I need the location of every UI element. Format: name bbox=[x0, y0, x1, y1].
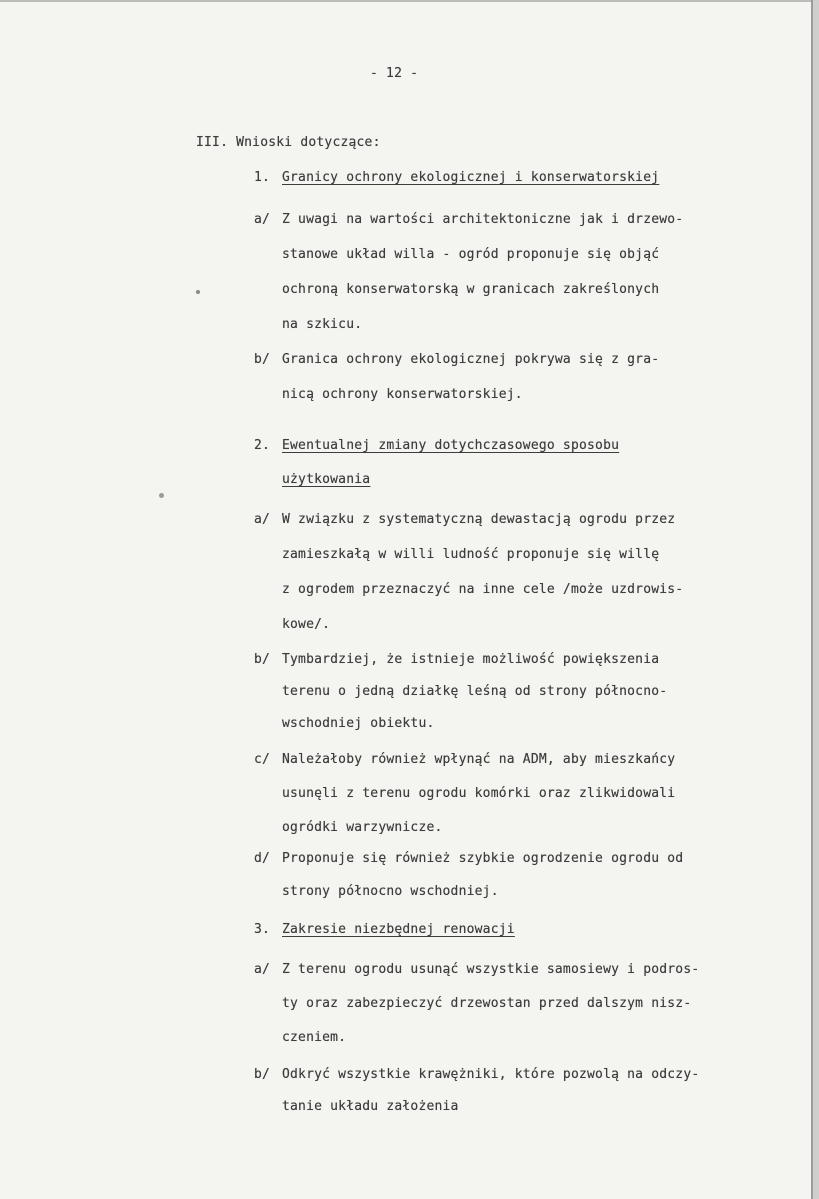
subsection-1-number: 1. bbox=[254, 170, 271, 185]
item-2b-line-2: terenu o jedną działkę leśną od strony północno- bbox=[282, 684, 668, 699]
item-3a-label: a/ bbox=[254, 962, 271, 977]
subsection-2-heading-line-1: Ewentualnej zmiany dotychczasowego sposobu bbox=[282, 438, 620, 453]
item-1b-line-2: nicą ochrony konserwatorskiej. bbox=[282, 387, 523, 402]
item-3a-line-1: Z terenu ogrodu usunąć wszystkie samosiewy i podros- bbox=[282, 962, 700, 977]
item-1b-line-1: Granica ochrony ekologicznej pokrywa się z gra- bbox=[282, 352, 660, 367]
item-1a-label: a/ bbox=[254, 212, 271, 227]
subsection-3-heading: Zakresie niezbędnej renowacji bbox=[282, 922, 515, 937]
item-2a-line-4: kowe/. bbox=[282, 617, 331, 632]
item-2d-label: d/ bbox=[254, 851, 271, 866]
item-2a-line-1: W związku z systematyczną dewastacją ogrodu przez bbox=[282, 512, 676, 527]
item-2a-label: a/ bbox=[254, 512, 271, 527]
item-1a-line-2: stanowe układ willa - ogród proponuje się objąć bbox=[282, 247, 660, 262]
item-1b-label: b/ bbox=[254, 352, 271, 367]
item-2a-line-2: zamieszkałą w willi ludność proponuje się willę bbox=[282, 547, 660, 562]
item-3a-line-3: czeniem. bbox=[282, 1030, 347, 1045]
item-2c-line-2: usunęli z terenu ogrodu komórki oraz zlikwidowali bbox=[282, 786, 676, 801]
item-2a-line-3: z ogrodem przeznaczyć na inne cele /może uzdrowis- bbox=[282, 582, 684, 597]
item-2b-label: b/ bbox=[254, 652, 271, 667]
item-1a-line-4: na szkicu. bbox=[282, 317, 363, 332]
subsection-3-number: 3. bbox=[254, 922, 271, 937]
item-3b-label: b/ bbox=[254, 1067, 271, 1082]
subsection-2-number: 2. bbox=[254, 438, 271, 453]
item-2b-line-3: wschodniej obiektu. bbox=[282, 716, 435, 731]
item-2c-label: c/ bbox=[254, 752, 271, 767]
scan-speck bbox=[196, 290, 200, 294]
page-number: - 12 - bbox=[370, 66, 419, 81]
section-title: III. Wnioski dotyczące: bbox=[196, 135, 381, 150]
item-3a-line-2: ty oraz zabezpieczyć drzewostan przed dalszym nisz- bbox=[282, 996, 692, 1011]
item-1a-line-3: ochroną konserwatorską w granicach zakreślonych bbox=[282, 282, 660, 297]
item-3b-line-1: Odkryć wszystkie krawężniki, które pozwolą na odczy- bbox=[282, 1067, 700, 1082]
item-2c-line-1: Należałoby również wpłynąć na ADM, aby mieszkańcy bbox=[282, 752, 676, 767]
punch-hole-mark bbox=[159, 493, 164, 498]
subsection-1-heading: Granicy ochrony ekologicznej i konserwatorskiej bbox=[282, 170, 660, 185]
item-2d-line-1: Proponuje się również szybkie ogrodzenie ogrodu od bbox=[282, 851, 684, 866]
item-2b-line-1: Tymbardziej, że istnieje możliwość powiększenia bbox=[282, 652, 660, 667]
subsection-2-heading-line-2: użytkowania bbox=[282, 472, 371, 487]
item-2d-line-2: strony północno wschodniej. bbox=[282, 884, 499, 899]
item-1a-line-1: Z uwagi na wartości architektoniczne jak i drzewo- bbox=[282, 212, 684, 227]
item-3b-line-2: tanie układu założenia bbox=[282, 1099, 459, 1114]
item-2c-line-3: ogródki warzywnicze. bbox=[282, 820, 443, 835]
